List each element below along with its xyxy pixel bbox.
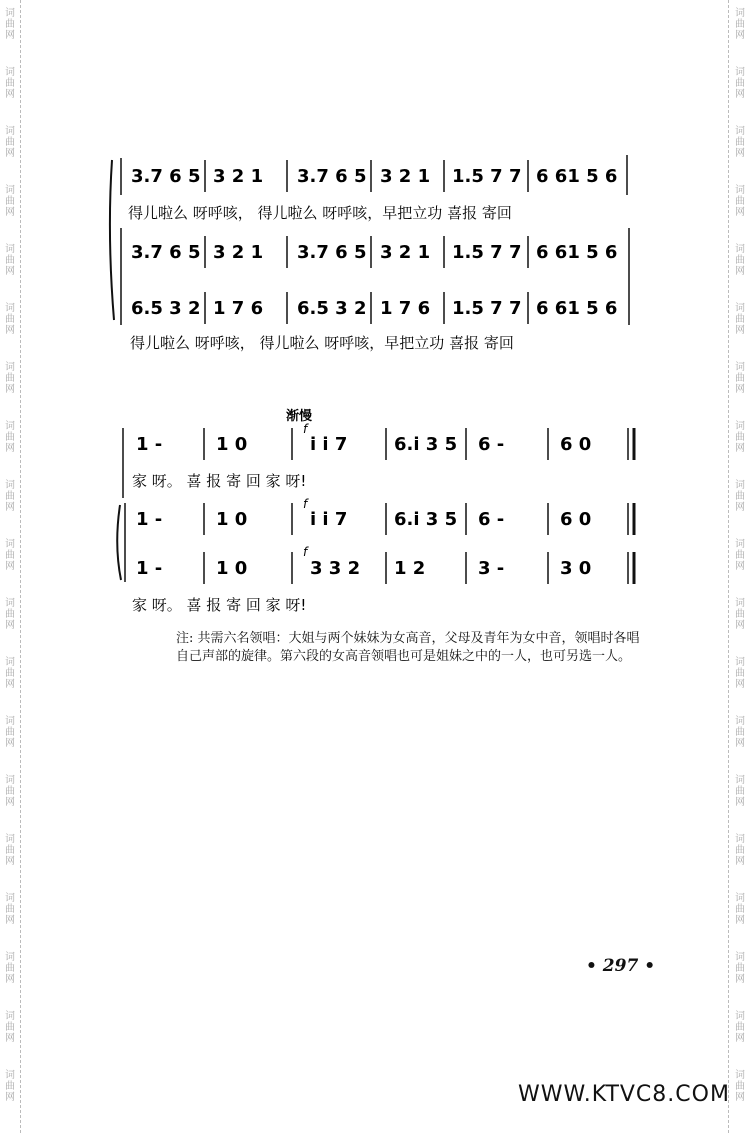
margin-watermark: 词曲网 bbox=[735, 67, 745, 100]
notation-bar: 1 - bbox=[136, 558, 163, 579]
notation-bar: 6.5 3 2 bbox=[131, 298, 201, 319]
system-2 bbox=[117, 408, 634, 614]
margin-watermark: 词曲网 bbox=[5, 8, 15, 41]
margin-watermark: 词曲网 bbox=[735, 716, 745, 749]
margin-watermark: 词曲网 bbox=[735, 185, 745, 218]
notation-bar: 6 - bbox=[478, 434, 505, 455]
notation-bar: 1 - bbox=[136, 434, 163, 455]
margin-watermark: 词曲网 bbox=[735, 421, 745, 454]
notation-bar: 6 61 5 6 bbox=[536, 298, 618, 319]
dynamic-marking: f bbox=[303, 545, 308, 559]
margin-watermark: 词曲网 bbox=[735, 8, 745, 41]
notation-bar: 3 2 1 bbox=[213, 242, 264, 263]
margin-watermark: 词曲网 bbox=[5, 362, 15, 395]
notation-bar: 6.i 3 5 bbox=[394, 434, 458, 455]
tempo-marking: 渐慢 bbox=[286, 409, 313, 424]
margin-watermark: 词曲网 bbox=[5, 539, 15, 572]
lyric-line: 得儿啦么 呀呼咳， 得儿啦么 呀呼咳，早把立功 喜报 寄回 bbox=[130, 334, 514, 352]
notation-bar: i i 7 bbox=[310, 434, 348, 455]
margin-watermark: 词曲网 bbox=[735, 539, 745, 572]
footnote bbox=[176, 630, 646, 666]
margin-watermark: 词曲网 bbox=[735, 598, 745, 631]
margin-watermark: 词曲网 bbox=[5, 67, 15, 100]
notation-bar: 3 2 1 bbox=[380, 166, 431, 187]
notation-bar: 1.5 7 7 bbox=[452, 242, 522, 263]
margin-watermark: 词曲网 bbox=[5, 1011, 15, 1044]
page-number: • 297 • bbox=[586, 956, 656, 976]
margin-watermark: 词曲网 bbox=[5, 952, 15, 985]
margin-watermark: 词曲网 bbox=[735, 952, 745, 985]
lyric-line: 得儿啦么 呀呼咳， 得儿啦么 呀呼咳，早把立功 喜报 寄回 bbox=[128, 204, 512, 222]
margin-watermark: 词曲网 bbox=[5, 303, 15, 336]
notation-bar: 3 2 1 bbox=[213, 166, 264, 187]
notation-bar: 6 61 5 6 bbox=[536, 166, 618, 187]
site-watermark: WWW.KTVC8.COM bbox=[518, 1082, 730, 1107]
margin-watermark: 词曲网 bbox=[735, 1011, 745, 1044]
notation-bar: 6 0 bbox=[560, 509, 592, 530]
margin-watermark: 词曲网 bbox=[5, 598, 15, 631]
margin-watermark: 词曲网 bbox=[735, 775, 745, 808]
margin-watermark: 词曲网 bbox=[5, 834, 15, 867]
notation-bar: 3 0 bbox=[560, 558, 592, 579]
notation-bar: i i 7 bbox=[310, 509, 348, 530]
notation-bar: 1 2 bbox=[394, 558, 426, 579]
notation-bar: 1 7 6 bbox=[380, 298, 431, 319]
margin-watermark: 词曲网 bbox=[735, 303, 745, 336]
margin-watermark: 词曲网 bbox=[5, 126, 15, 159]
notation-bar: 1 0 bbox=[216, 509, 248, 530]
notation-bar: 3.7 6 5 bbox=[297, 166, 367, 187]
dynamic-marking: f bbox=[303, 497, 308, 511]
notation-bar: 3 3 2 bbox=[310, 558, 361, 579]
margin-watermark: 词曲网 bbox=[735, 834, 745, 867]
margin-watermark: 词曲网 bbox=[5, 421, 15, 454]
system-2-brace bbox=[117, 505, 121, 580]
notation-bar: 6.5 3 2 bbox=[297, 298, 367, 319]
margin-watermark: 词曲网 bbox=[735, 126, 745, 159]
notation-bar: 3.7 6 5 bbox=[297, 242, 367, 263]
system-1-brace bbox=[110, 160, 114, 320]
notation-bar: 3 - bbox=[478, 558, 505, 579]
margin-watermark: 词曲网 bbox=[735, 1070, 745, 1103]
notation-bar: 6 - bbox=[478, 509, 505, 530]
system-1 bbox=[110, 155, 629, 352]
margin-watermark: 词曲网 bbox=[5, 185, 15, 218]
margin-watermark: 词曲网 bbox=[735, 244, 745, 277]
notation-bar: 1 0 bbox=[216, 558, 248, 579]
footnote-label: 注: bbox=[176, 631, 194, 646]
notation-bar: 1 - bbox=[136, 509, 163, 530]
margin-watermark: 词曲网 bbox=[5, 893, 15, 926]
notation-bar: 1 0 bbox=[216, 434, 248, 455]
margin-watermark: 词曲网 bbox=[5, 244, 15, 277]
margin-watermark: 词曲网 bbox=[5, 716, 15, 749]
notation-bar: 3 2 1 bbox=[380, 242, 431, 263]
dynamic-marking: f bbox=[303, 422, 308, 436]
margin-watermark: 词曲网 bbox=[5, 1070, 15, 1103]
margin-watermark: 词曲网 bbox=[735, 657, 745, 690]
notation-bar: 6 0 bbox=[560, 434, 592, 455]
margin-watermark: 词曲网 bbox=[5, 480, 15, 513]
notation-bar: 1.5 7 7 bbox=[452, 166, 522, 187]
margin-watermark: 词曲网 bbox=[735, 362, 745, 395]
margin-watermark: 词曲网 bbox=[5, 657, 15, 690]
notation-bar: 1.5 7 7 bbox=[452, 298, 522, 319]
notation-bar: 3.7 6 5 bbox=[131, 166, 201, 187]
notation-bar: 3.7 6 5 bbox=[131, 242, 201, 263]
margin-watermark: 词曲网 bbox=[735, 480, 745, 513]
lyric-line: 家 呀。 喜 报 寄 回 家 呀! bbox=[132, 596, 307, 614]
notation-bar: 1 7 6 bbox=[213, 298, 264, 319]
notation-bar: 6.i 3 5 bbox=[394, 509, 458, 530]
margin-watermark: 词曲网 bbox=[735, 893, 745, 926]
lyric-line: 家 呀。 喜 报 寄 回 家 呀! bbox=[132, 472, 307, 490]
notation-bar: 6 61 5 6 bbox=[536, 242, 618, 263]
footnote-text: 共需六名领唱：大姐与两个妹妹为女高音，父母及青年为女中音，领唱时各唱自己声部的旋律。第六段的女高音领唱也可是姐妹之中的一人，也可另选一人。 bbox=[176, 631, 640, 664]
margin-watermark: 词曲网 bbox=[5, 775, 15, 808]
